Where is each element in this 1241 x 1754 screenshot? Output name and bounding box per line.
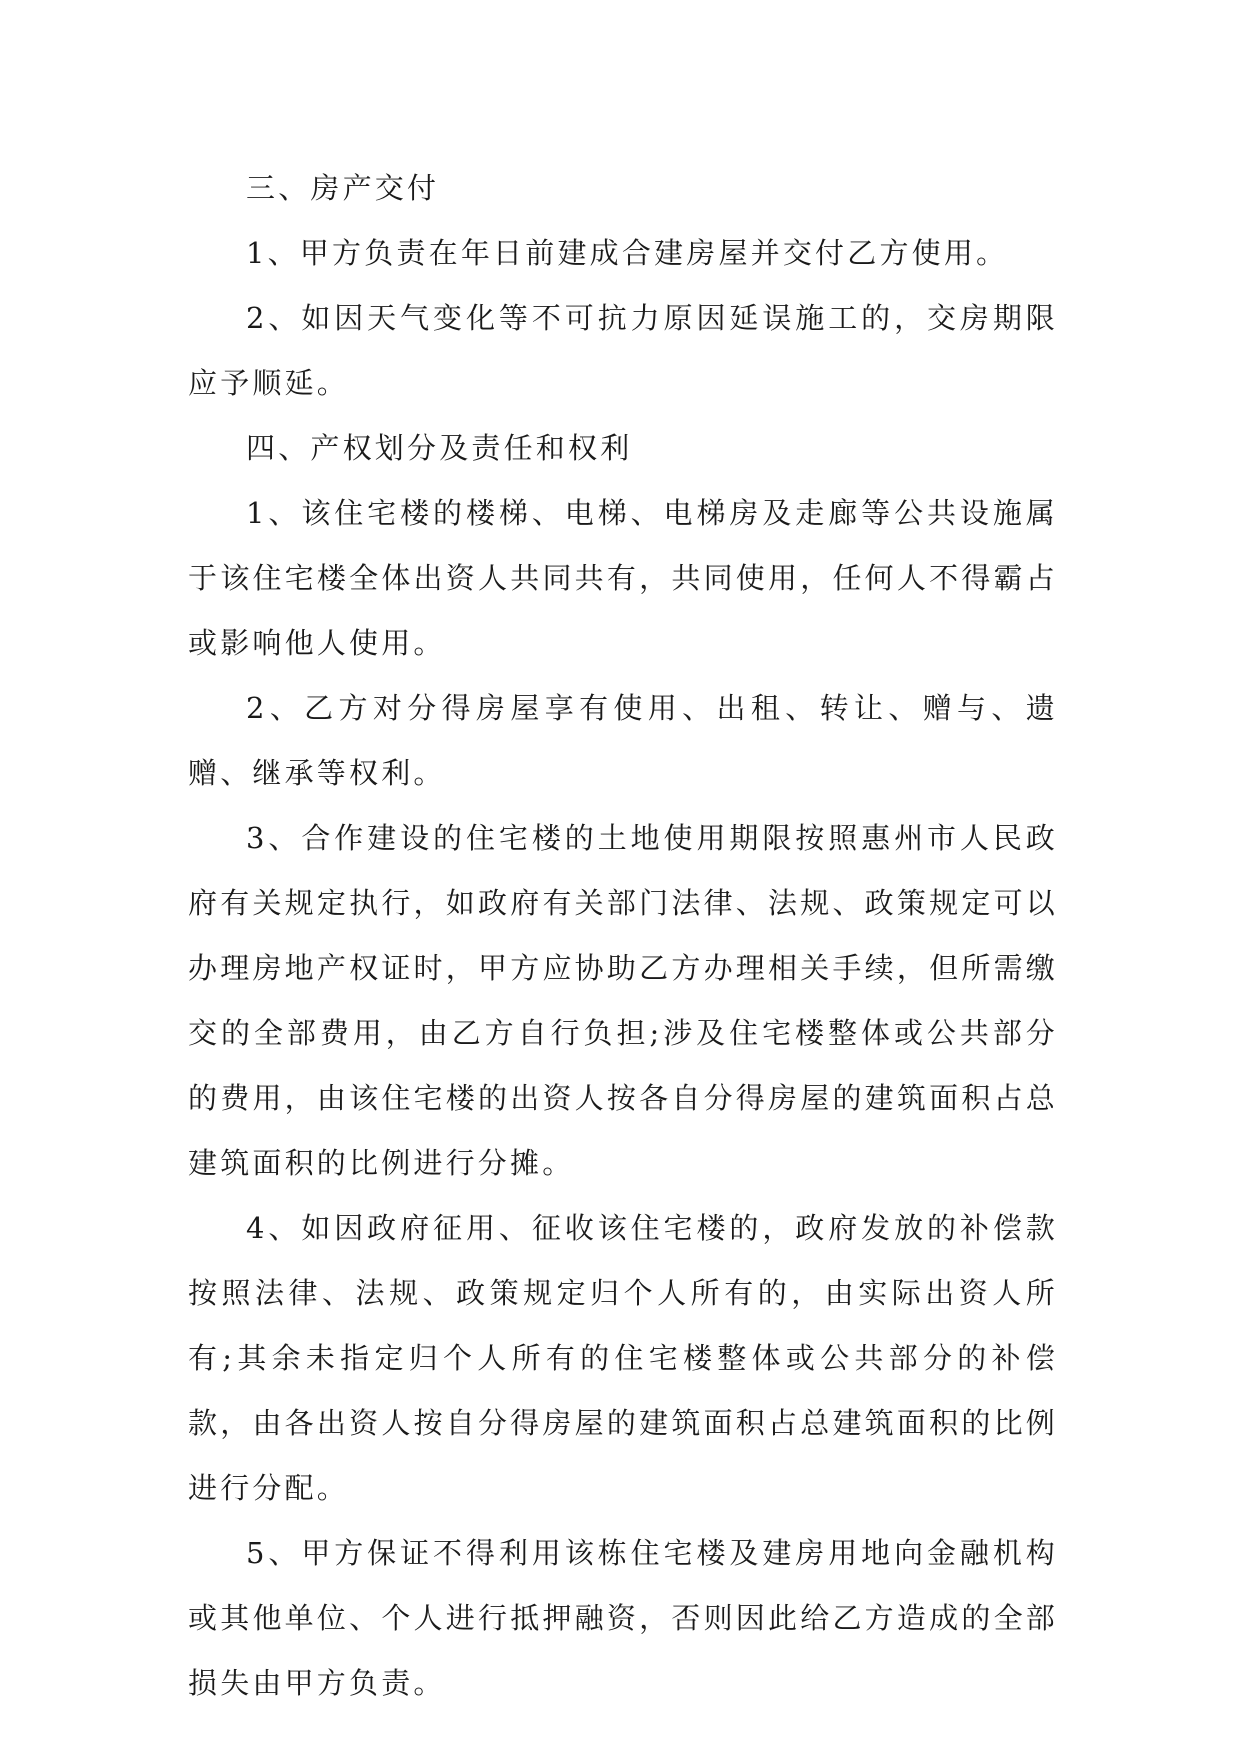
clause-rights-4: 4、如因政府征用、征收该住宅楼的，政府发放的补偿款按照法律、法规、政策规定归个人所有的，由实际出资人所有;其余未指定归个人所有的住宅楼整体或公共部分的补偿款，由各出资人按自分得房屋的建筑面积占总建筑面积的比例进行分配。 bbox=[188, 1211, 1058, 1505]
clause-rights-1: 1、该住宅楼的楼梯、电梯、电梯房及走廊等公共设施属于该住宅楼全体出资人共同共有，共同使用，任何人不得霸占或影响他人使用。 bbox=[188, 496, 1058, 660]
section-heading-property-rights: 四、产权划分及责任和权利 bbox=[246, 431, 633, 465]
section-heading-delivery: 三、房产交付 bbox=[246, 171, 440, 205]
clause-delivery-2: 2、如因天气变化等不可抗力原因延误施工的，交房期限应予顺延。 bbox=[188, 301, 1058, 400]
document-body bbox=[188, 156, 1058, 1716]
clause-delivery-1: 1、甲方负责在年日前建成合建房屋并交付乙方使用。 bbox=[246, 236, 1009, 270]
clause-rights-3: 3、合作建设的住宅楼的土地使用期限按照惠州市人民政府有关规定执行，如政府有关部门法律、法规、政策规定可以办理房地产权证时，甲方应协助乙方办理相关手续，但所需缴交的全部费用，由乙方自行负担;涉及住宅楼整体或公共部分的费用，由该住宅楼的出资人按各自分得房屋的建筑面积占总建筑面积的比例进行分摊。 bbox=[188, 821, 1058, 1180]
clause-rights-5: 5、甲方保证不得利用该栋住宅楼及建房用地向金融机构或其他单位、个人进行抵押融资，否则因此给乙方造成的全部损失由甲方负责。 bbox=[188, 1536, 1058, 1700]
clause-rights-2: 2、乙方对分得房屋享有使用、出租、转让、赠与、遗赠、继承等权利。 bbox=[188, 691, 1058, 790]
